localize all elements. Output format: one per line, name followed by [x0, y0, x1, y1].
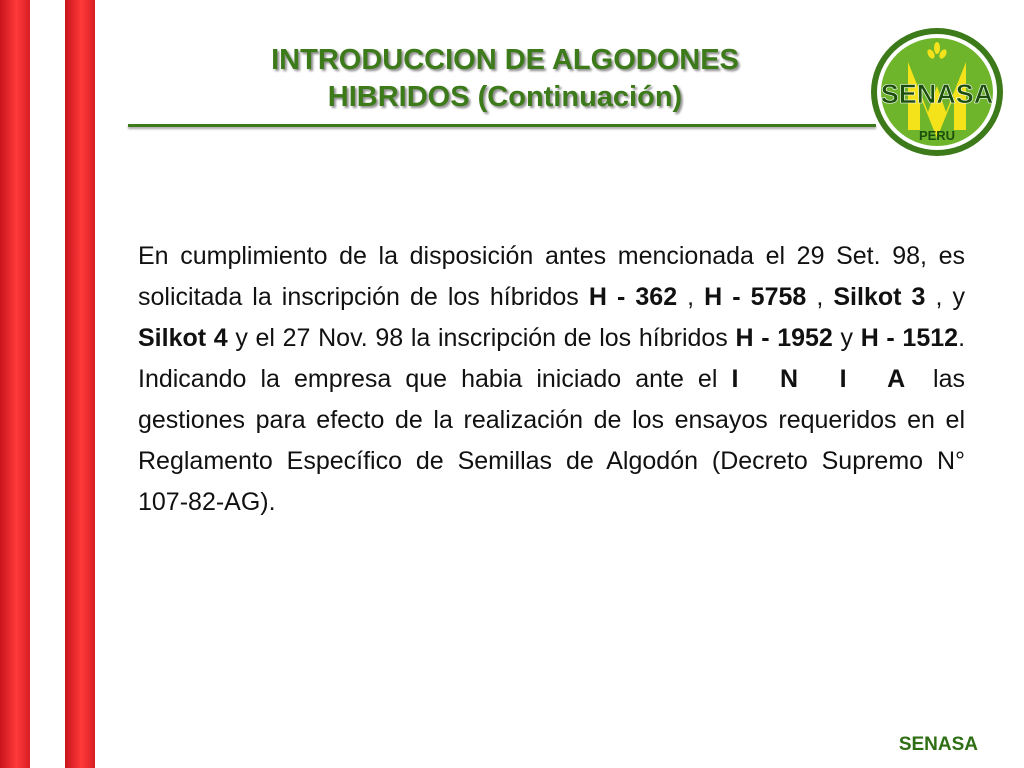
senasa-logo [870, 26, 1004, 158]
paragraph-text: , [806, 283, 834, 311]
hybrid-name: Silkot 4 [138, 324, 228, 352]
paragraph-text: , y [925, 283, 965, 311]
inia-acronym: I N I A [731, 365, 919, 393]
paragraph-text: y [832, 324, 861, 352]
title-underline [128, 124, 876, 127]
hybrid-name: H - 5758 [704, 283, 807, 311]
paragraph-text: las gestiones para efecto de la realización de los ensayos requeridos en el Reglamento Específico de Semillas de Algodón (Decreto Supremo N° 107-82-AG). [138, 365, 965, 516]
flag-stripe-red-right [65, 0, 95, 768]
logo-text: SENASA [880, 79, 994, 109]
hybrid-name: H - 362 [588, 283, 678, 311]
paragraph-text: y el 27 Nov. 98 la inscripción de los híbridos [227, 324, 736, 352]
hybrid-name: Silkot 3 [833, 283, 926, 311]
slide-title-line-1: INTRODUCCION DE ALGODONES [271, 44, 739, 76]
hybrid-name: H - 1512 [860, 324, 959, 352]
footer-brand: SENASA [898, 734, 978, 755]
body-paragraph [138, 236, 965, 523]
paragraph-text: , [677, 283, 705, 311]
slide-title [170, 42, 840, 116]
slide-title-line-2: HIBRIDOS (Continuación) [327, 81, 683, 113]
logo-subtext: PERU [918, 128, 956, 143]
paragraph-text: En cumplimiento de la disposición antes mencionada el 29 Set. 98, es solicitada la inscripción de los híbridos [138, 242, 965, 311]
flag-stripe-white [30, 0, 65, 768]
hybrid-name: H - 1952 [735, 324, 833, 352]
paragraph-text: . Indicando la empresa que habia iniciado ante el [138, 324, 966, 393]
flag-stripe-red-left [0, 0, 30, 768]
